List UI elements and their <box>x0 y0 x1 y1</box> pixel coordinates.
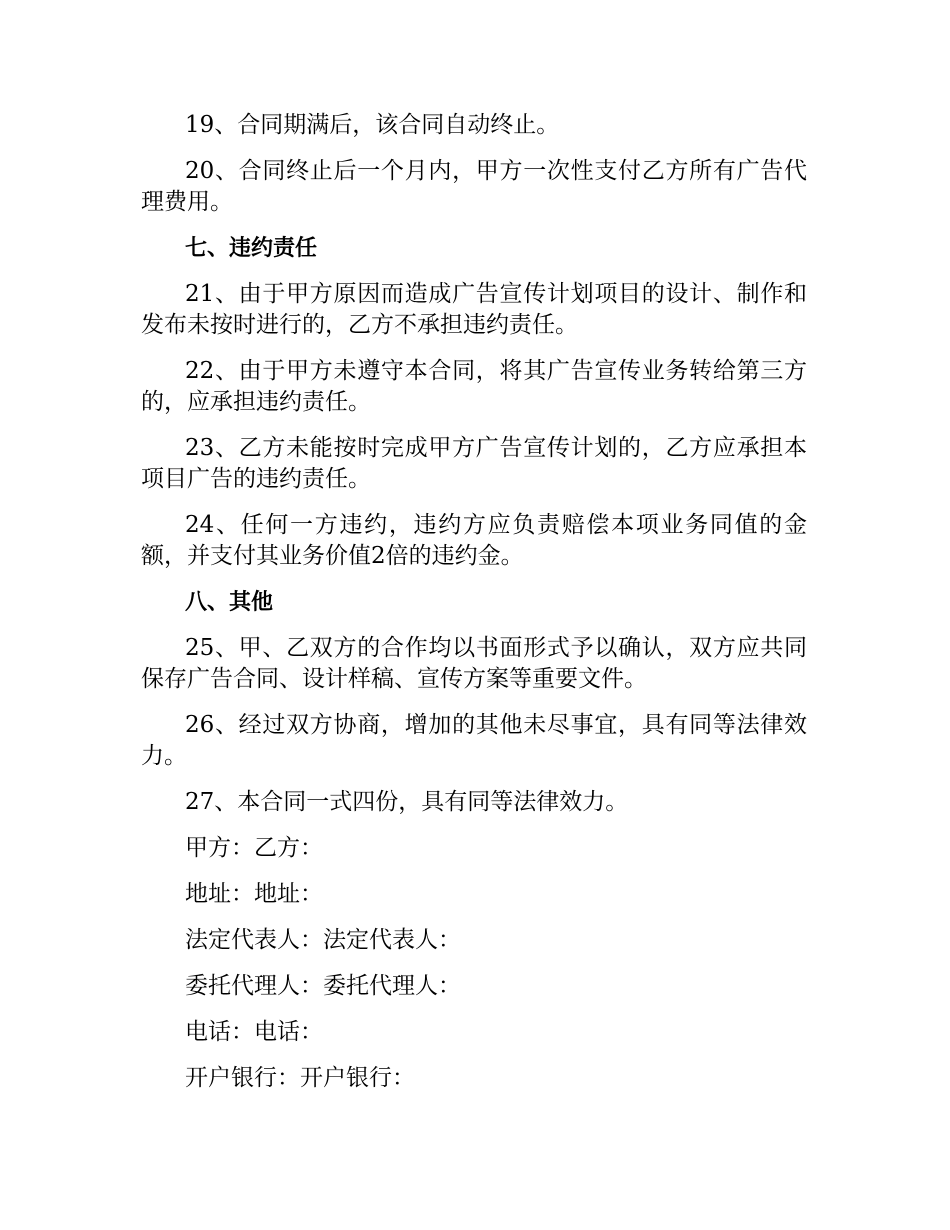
signature-legal-rep-line: 法定代表人：法定代表人： <box>185 927 461 953</box>
clause-22: 22、由于甲方未遵守本合同，将其广告宣传业务转给第三方的，应承担违约责任。 <box>141 358 807 415</box>
signature-phone-line: 电话：电话： <box>185 1019 323 1045</box>
section-heading-other: 八、其他 <box>185 590 274 615</box>
signature-agent-line: 委托代理人：委托代理人： <box>185 973 461 999</box>
signature-address-line: 地址：地址： <box>185 881 323 907</box>
clause-25: 25、甲、乙双方的合作均以书面形式予以确认，双方应共同保存广告合同、设计样稿、宣传方案等重要文件。 <box>141 635 807 692</box>
signature-bank-line: 开户银行：开户银行： <box>185 1065 415 1091</box>
document-body <box>141 110 807 1109</box>
clause-24: 24、任何一方违约，违约方应负责赔偿本项业务同值的金额，并支付其业务价值2倍的违约金。 <box>141 512 807 569</box>
section-heading-breach-liability: 七、违约责任 <box>185 236 318 261</box>
clause-26: 26、经过双方协商，增加的其他未尽事宜，具有同等法律效力。 <box>141 712 807 769</box>
clause-27: 27、本合同一式四份，具有同等法律效力。 <box>185 789 629 815</box>
signature-party-line: 甲方：乙方： <box>185 835 323 861</box>
clause-20: 20、合同终止后一个月内，甲方一次性支付乙方所有广告代理费用。 <box>141 158 807 215</box>
clause-19: 19、合同期满后，该合同自动终止。 <box>185 112 560 138</box>
clause-21: 21、由于甲方原因而造成广告宣传计划项目的设计、制作和发布未按时进行的，乙方不承担违约责任。 <box>141 281 807 338</box>
clause-23: 23、乙方未能按时完成甲方广告宣传计划的，乙方应承担本项目广告的违约责任。 <box>141 435 807 492</box>
